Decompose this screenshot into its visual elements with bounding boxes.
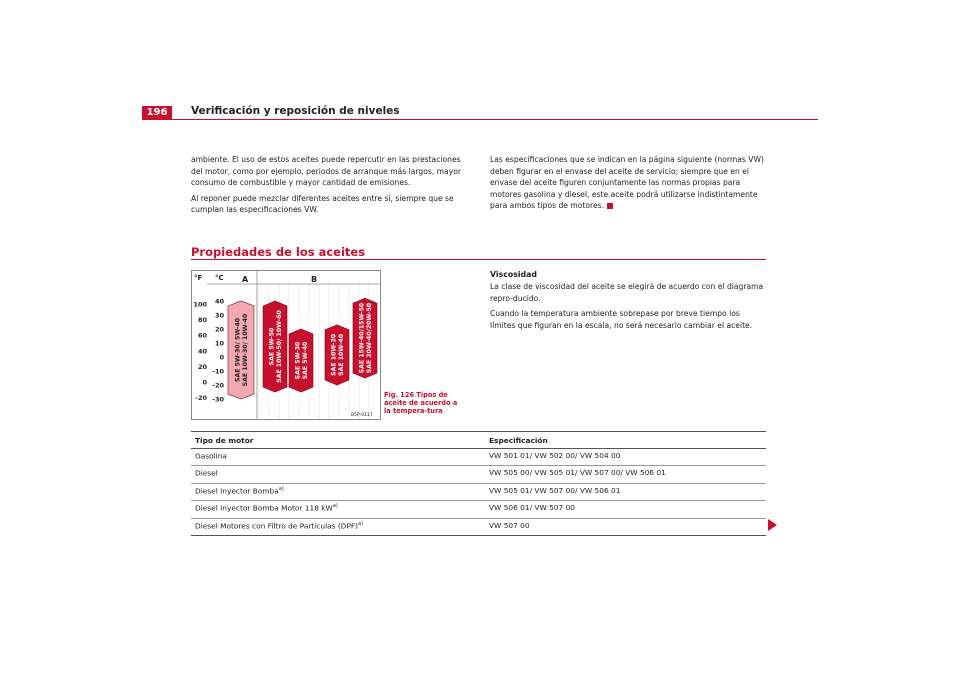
- viscosity-paragraph: Cuando la temperatura ambiente sobrepase por breve tiempo los límites que figuran en la escala, no será necesario cambiar el aceite.: [490, 309, 753, 330]
- engine-type: Gasolina: [195, 451, 227, 461]
- celsius-tick-label: 0: [219, 353, 224, 362]
- next-page-arrow-icon[interactable]: [768, 519, 777, 531]
- oil-band-label-line: SAE 10W-30/ 10W-40: [242, 313, 249, 387]
- viscosity-temperature-diagram: [191, 270, 381, 420]
- footnote-marker: a): [358, 520, 364, 527]
- engine-type: Diesel Inyector Bomba: [195, 486, 279, 496]
- intro-right-column: [490, 154, 766, 216]
- fahrenheit-unit: °F: [194, 274, 203, 282]
- oil-band-label-line: SAE 15W-40/15W-50: [358, 302, 366, 374]
- viscosity-paragraph: La clase de viscosidad del aceite se elegirá de acuerdo con el diagrama repro-ducido.: [490, 282, 764, 303]
- fahrenheit-tick-label: -20: [195, 393, 207, 402]
- oil-band-label: [295, 341, 310, 379]
- oil-band-label-line: SAE 5W-30: [294, 341, 302, 380]
- figure-code: B5P-0117: [351, 413, 373, 418]
- column-header-spec: Especificación: [485, 432, 766, 449]
- end-of-section-mark: [607, 203, 613, 209]
- oil-band-label: [235, 313, 250, 386]
- spec-cell: VW 501 01/ VW 502 00/ VW 504 00: [485, 449, 766, 466]
- header-rule: [142, 119, 818, 120]
- footnote-marker: a): [332, 503, 338, 510]
- oil-band-label-line: SAE 5W-50: [268, 327, 276, 366]
- fahrenheit-tick-label: 40: [197, 347, 207, 356]
- spec-cell: VW 505 00/ VW 505 01/ VW 507 00/ VW 506 01: [485, 466, 766, 483]
- table-row: [191, 466, 766, 483]
- figure-caption: Fig. 126 Tipos de aceite de acuerdo a la tempera-tura: [384, 391, 458, 416]
- oil-band-label-line: SAE 5W-40: [302, 341, 309, 380]
- fahrenheit-tick-label: 80: [197, 316, 207, 325]
- column-header-engine: Tipo de motor: [191, 432, 485, 449]
- footnote-marker: a): [278, 485, 284, 492]
- celsius-tick-label: -10: [212, 367, 224, 376]
- intro-right-text: Las especificaciones que se indican en la página siguiente (normas VW) deben figurar en el envase del aceite de servicio; siempre que en el envase del aceite figuren conjuntamente las normas propias para motores gasolina y diesel, este aceite podrá utilizarse indistintamente para ambos tipos de motores.: [490, 155, 764, 211]
- intro-right-paragraph: [490, 154, 766, 212]
- engine-cell: [191, 518, 485, 535]
- celsius-tick-label: 10: [214, 339, 224, 348]
- section-title: Propiedades de los aceites: [191, 245, 366, 259]
- oil-band-label-line: SAE 10W-50/ 10W-60: [276, 310, 283, 383]
- celsius-tick-label: 40: [214, 297, 224, 306]
- oil-band-label-line: SAE 10W-40: [338, 333, 345, 376]
- engine-cell: [191, 449, 485, 466]
- spec-cell: VW 506 01/ VW 507 00: [485, 501, 766, 518]
- engine-type: Diesel Inyector Bomba Motor 118 kW: [195, 503, 333, 513]
- engine-cell: [191, 466, 485, 483]
- column-b-label: B: [311, 275, 318, 284]
- page-title: Verificación y reposición de niveles: [191, 105, 400, 117]
- intro-left-paragraph: Al reponer puede mezclar diferentes aceites entre sí, siempre que se cumplan las especificaciones VW.: [191, 193, 454, 215]
- fahrenheit-tick-label: 60: [197, 331, 207, 340]
- table-row: [191, 449, 766, 466]
- intro-left-paragraph: ambiente. El uso de estos aceites puede repercutir en las prestaciones del motor, como por ejemplo, periodos de arranque más largos, mayor consumo de combustible y mayor cantidad de emisiones.: [191, 155, 461, 188]
- table-header-row: [191, 432, 766, 449]
- engine-cell: [191, 501, 485, 518]
- celsius-tick-label: -20: [212, 381, 224, 390]
- celsius-unit: °C: [215, 274, 224, 282]
- oil-band-label-line: SAE 5W-30/ 5W-40: [234, 317, 242, 383]
- oil-specification-table: [191, 431, 766, 536]
- oil-band-label-line: SAE 20W-40/20W-50: [366, 302, 373, 374]
- viscosity-text: [490, 281, 766, 335]
- oil-band-label: [331, 333, 346, 376]
- oil-band-label: [359, 302, 374, 373]
- page-number: 196: [142, 106, 172, 119]
- fahrenheit-tick-label: 100: [193, 300, 207, 309]
- viscosity-heading: Viscosidad: [490, 270, 537, 279]
- spec-cell: VW 505 01/ VW 507 00/ VW 506 01: [485, 483, 766, 500]
- section-rule: [191, 259, 766, 260]
- engine-cell: [191, 483, 485, 500]
- engine-type: Diesel Motores con Filtro de Partículas (DPF): [195, 521, 359, 531]
- celsius-tick-label: -30: [212, 395, 224, 404]
- fahrenheit-tick-label: 20: [197, 362, 207, 371]
- table-row: [191, 483, 766, 500]
- engine-type: Diesel: [195, 468, 218, 478]
- spec-cell: VW 507 00: [485, 518, 766, 535]
- table-row: [191, 518, 766, 535]
- table-row: [191, 501, 766, 518]
- intro-left-column: [191, 154, 469, 220]
- oil-band-label-line: SAE 10W-30: [330, 333, 338, 376]
- fahrenheit-tick-label: 0: [202, 378, 207, 387]
- column-a-label: A: [242, 275, 249, 284]
- celsius-tick-label: 20: [214, 325, 224, 334]
- celsius-tick-label: 30: [214, 311, 224, 320]
